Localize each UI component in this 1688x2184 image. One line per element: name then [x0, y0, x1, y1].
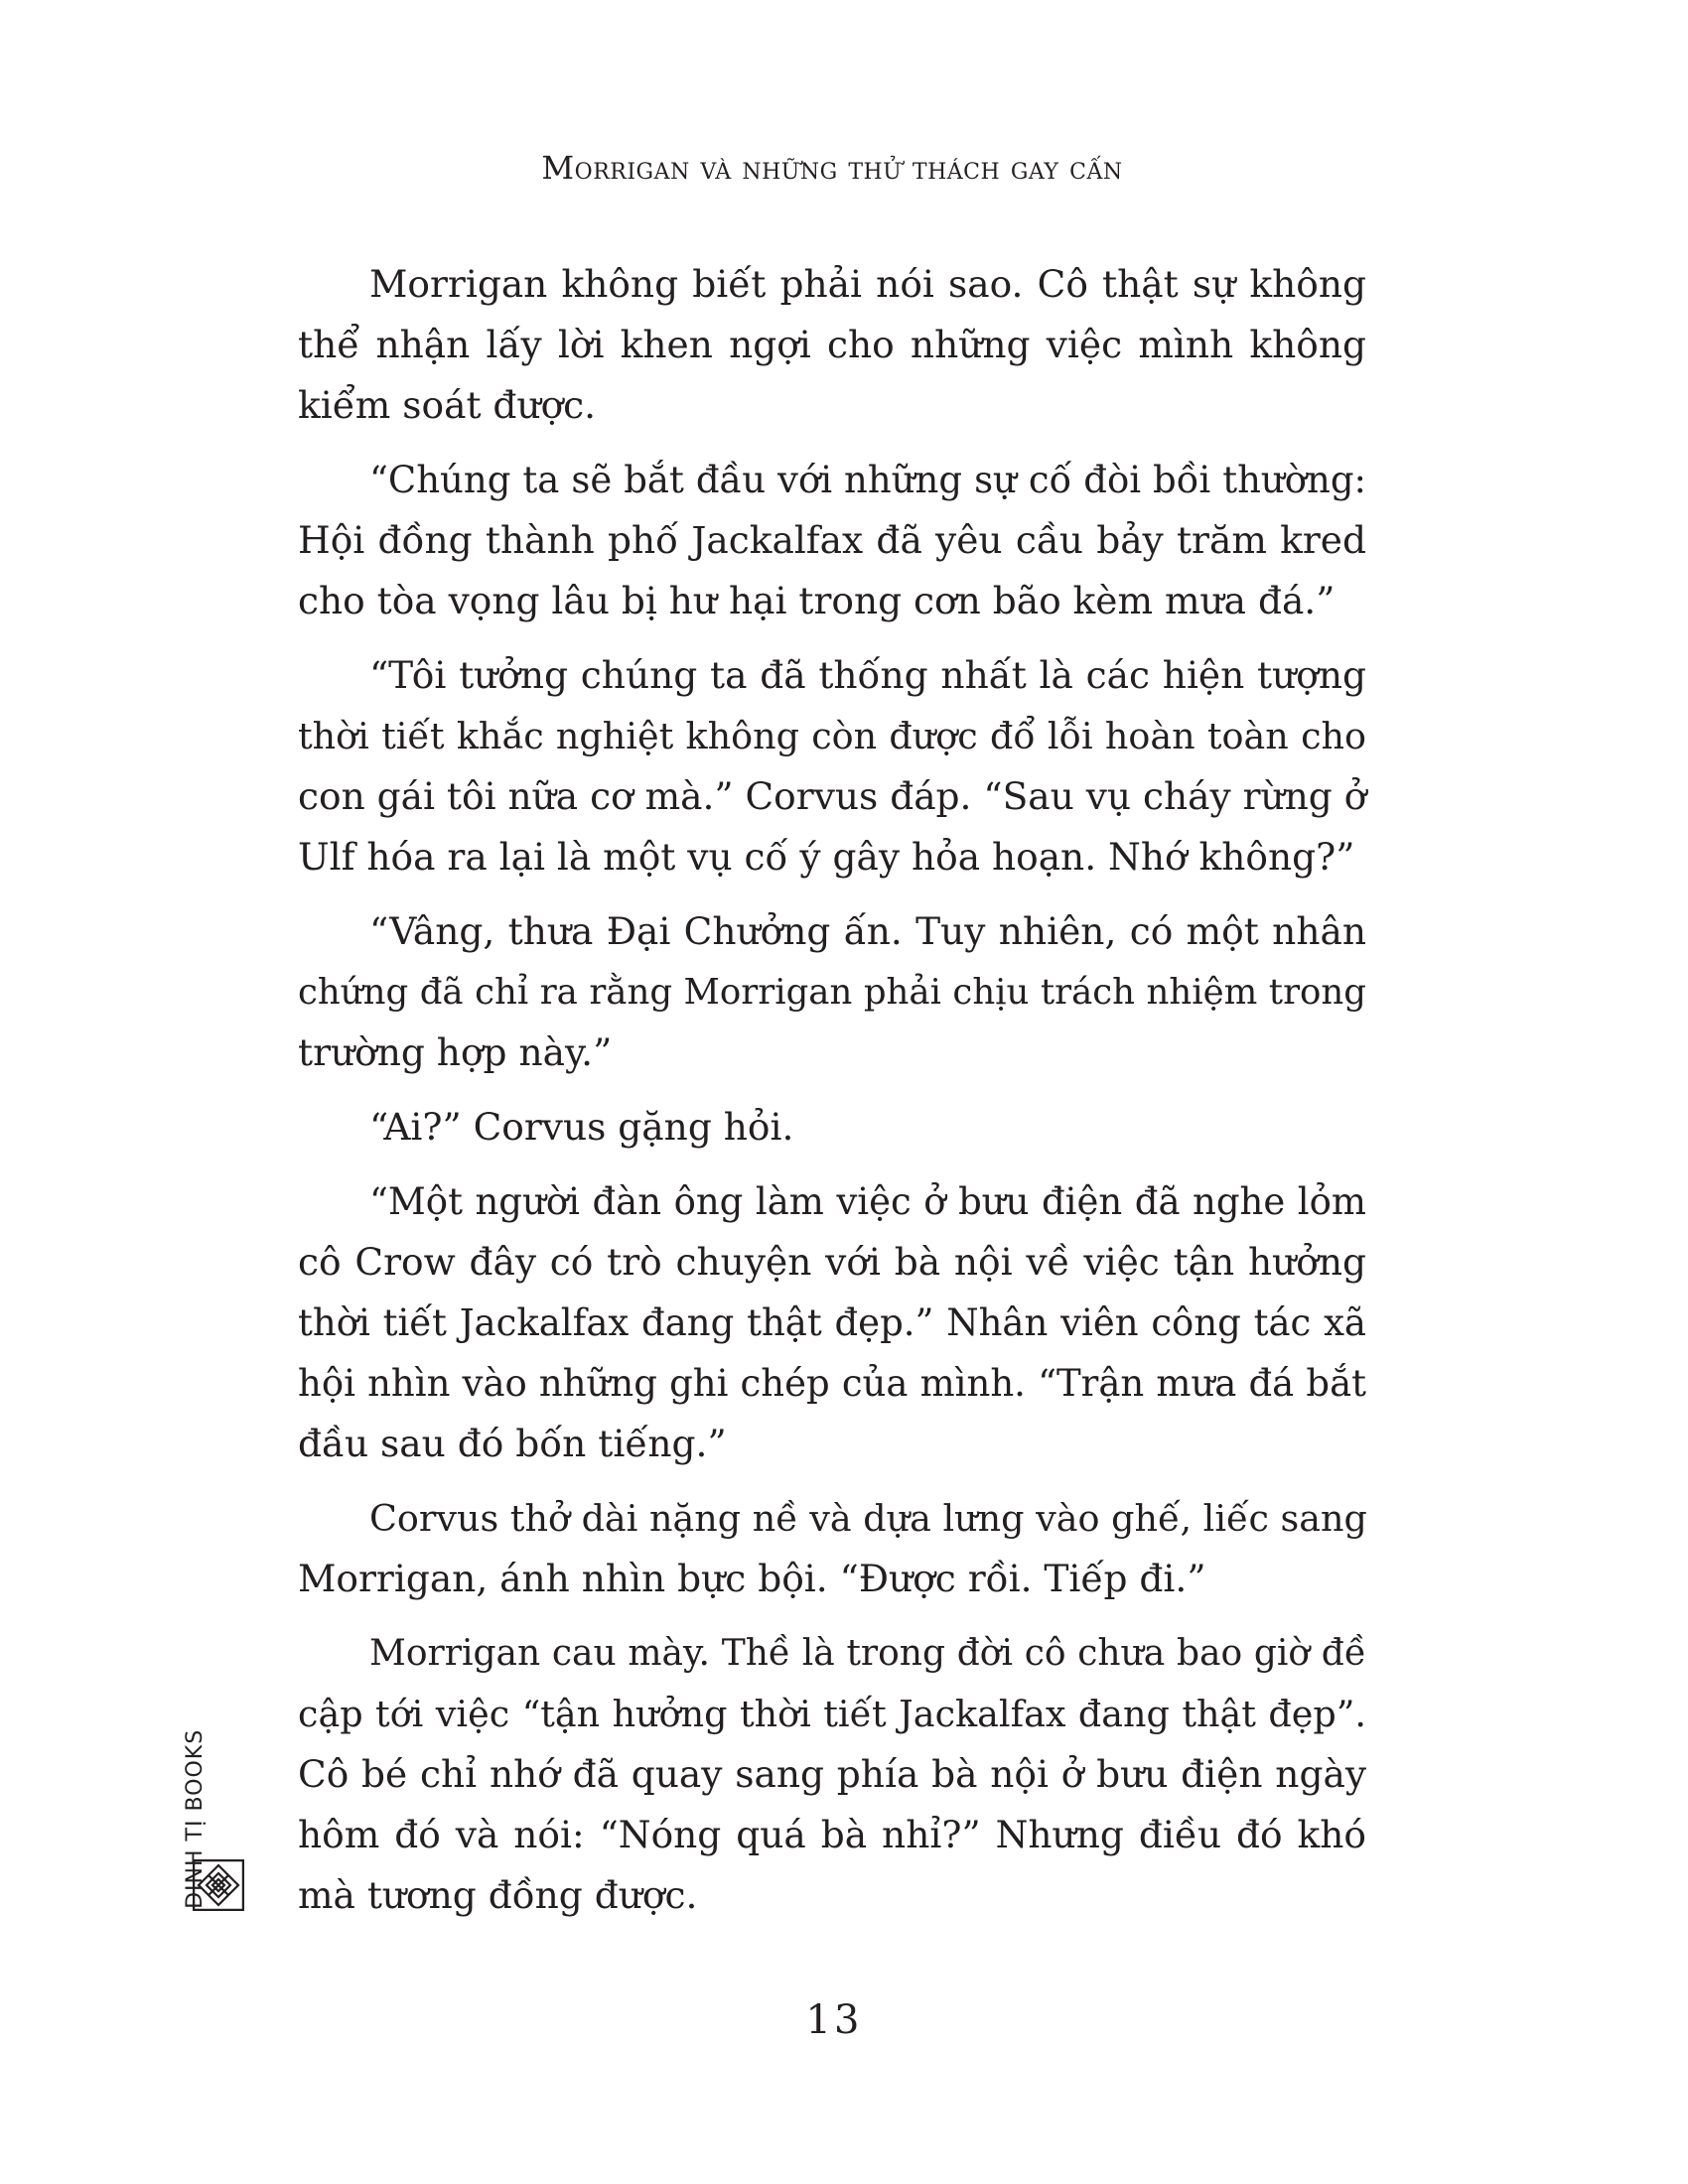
- paragraph-line: “Một người đàn ông làm việc ở bưu điện đã nghe lỏm: [369, 1180, 1366, 1223]
- paragraph: [298, 901, 1366, 1083]
- paragraph-line: thể nhận lấy lời khen ngợi cho những việc mình không: [298, 323, 1366, 366]
- running-head: Morrigan và những thử thách gay cấn: [541, 149, 1123, 187]
- paragraph-line: đầu sau đó bốn tiếng.”: [298, 1422, 727, 1465]
- paragraph-line: Morrigan cau mày. Thề là trong đời cô chưa bao giờ đề: [369, 1633, 1366, 1674]
- paragraph-line: cập tới việc “tận hưởng thời tiết Jackalfax đang thật đẹp”.: [298, 1693, 1366, 1735]
- paragraph-line: hội nhìn vào những ghi chép của mình. “Trận mưa đá bắt: [298, 1362, 1366, 1405]
- paragraph-line: hôm đó và nói: “Nóng quá bà nhỉ?” Nhưng điều đó khó: [298, 1813, 1366, 1856]
- paragraph: [298, 645, 1366, 887]
- paragraph-line: chứng đã chỉ ra rằng Morrigan phải chịu trách nhiệm trong: [298, 972, 1366, 1013]
- publisher-name: ĐINH TỊ BOOKS: [183, 1728, 208, 1909]
- paragraph-line: Ulf hóa ra lại là một vụ cố ý gây hỏa hoạn. Nhớ không?”: [298, 835, 1355, 879]
- body-text: [298, 254, 1366, 1940]
- paragraph: [298, 1171, 1366, 1474]
- paragraph-line: Hội đồng thành phố Jackalfax đã yêu cầu bảy trăm kred: [298, 518, 1366, 562]
- paragraph-line: Morrigan, ánh nhìn bực bội. “Được rồi. Tiếp đi.”: [298, 1557, 1206, 1600]
- paragraph-line: Corvus thở dài nặng nề và dựa lưng vào ghế, liếc sang: [369, 1497, 1367, 1540]
- paragraph: [298, 450, 1366, 631]
- paragraph-line: kiểm soát được.: [298, 383, 597, 427]
- paragraph-line: trường hợp này.”: [298, 1030, 613, 1074]
- paragraph-line: cô Crow đây có trò chuyện với bà nội về việc tận hưởng: [298, 1240, 1366, 1284]
- page-number: 13: [805, 1997, 863, 2043]
- paragraph-line: thời tiết khắc nghiệt không còn được đổ lỗi hoàn toàn cho: [298, 715, 1366, 757]
- paragraph: [298, 1488, 1366, 1609]
- paragraph-line: “Chúng ta sẽ bắt đầu với những sự cố đòi bồi thường:: [369, 459, 1366, 501]
- paragraph-line: cho tòa vọng lâu bị hư hại trong cơn bão kèm mưa đá.”: [298, 579, 1336, 622]
- paragraph-line: mà tương đồng được.: [298, 1873, 698, 1917]
- paragraph: [298, 1623, 1366, 1926]
- paragraph-line: Cô bé chỉ nhớ đã quay sang phía bà nội ở bưu điện ngày: [298, 1752, 1366, 1796]
- paragraph-line: “Vâng, thưa Đại Chưởng ấn. Tuy nhiên, có một nhân: [369, 909, 1366, 953]
- paragraph-line: Morrigan không biết phải nói sao. Cô thật sự không: [369, 262, 1366, 306]
- paragraph-line: con gái tôi nữa cơ mà.” Corvus đáp. “Sau vụ cháy rừng ở: [298, 774, 1367, 818]
- paragraph: [298, 254, 1366, 436]
- paragraph: [298, 1097, 1366, 1158]
- diamond-knot-logo-icon: [193, 1859, 244, 1911]
- paragraph-line: thời tiết Jackalfax đang thật đẹp.” Nhân viên công tác xã: [298, 1301, 1366, 1344]
- paragraph-line: “Ai?” Corvus gặng hỏi.: [369, 1105, 794, 1149]
- paragraph-line: “Tôi tưởng chúng ta đã thống nhất là các hiện tượng: [369, 653, 1366, 697]
